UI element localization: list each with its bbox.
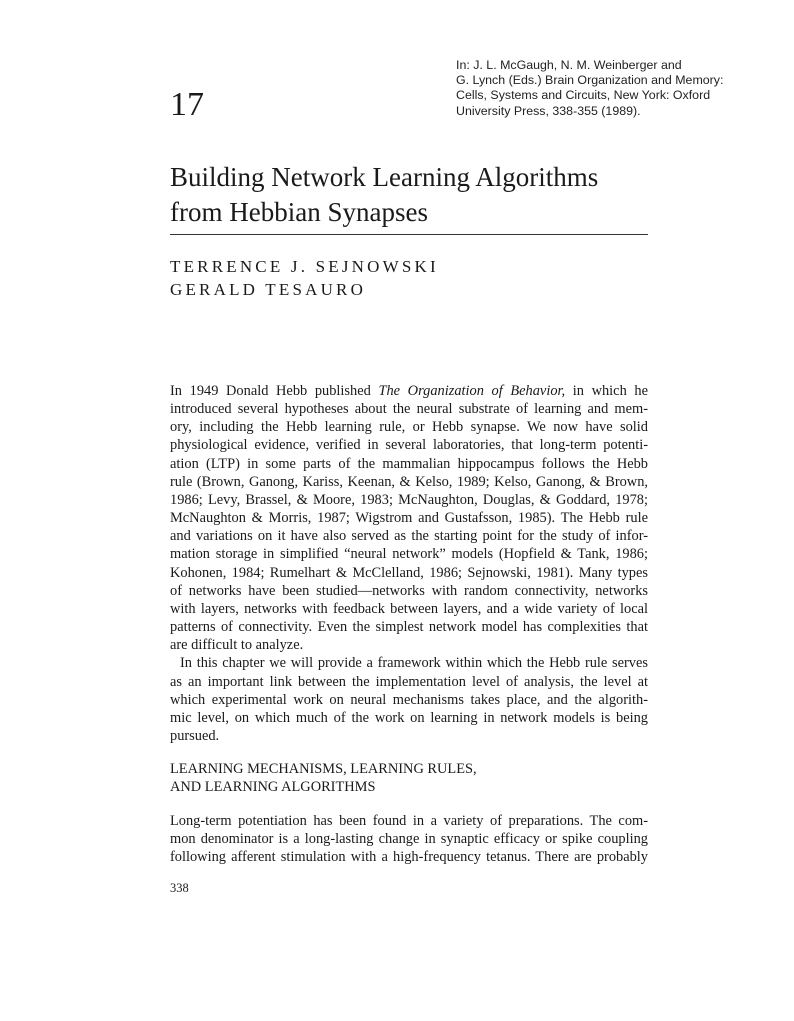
paragraph-line: McNaughton & Morris, 1987; Wigstrom and Gustafsson, 1985). The Hebb rule [170,510,648,527]
paragraph-line: ory, including the Hebb learning rule, or Hebb synapse. We now have solid [170,419,648,436]
paragraph-line: of networks have been studied—networks with random connectivity, networks [170,582,648,599]
paragraph-line: mation storage in simplified “neural network” models (Hopfield & Tank, 1986; [170,546,648,563]
section-heading [170,760,477,796]
title-divider [170,234,648,235]
chapter-title-line: Building Network Learning Algorithms [170,162,599,192]
paragraph-line: patterns of connectivity. Even the simplest network model has complexities that [170,619,648,636]
citation-block [456,58,756,119]
paragraph-line: pursued. [170,727,220,744]
paragraph-line: physiological evidence, verified in several laboratories, that long-term potenti- [170,437,648,454]
paragraph-line: following afferent stimulation with a high-frequency tetanus. There are probably [170,849,648,866]
author-name: GERALD TESAURO [170,280,367,299]
paragraph-line: which experimental work on neural mechanisms takes place, and the algorith- [170,691,648,708]
section-heading-line: LEARNING MECHANISMS, LEARNING RULES, [170,761,477,777]
text-run: In 1949 Donald Hebb published [170,383,379,399]
chapter-title [170,160,650,230]
paragraph-line: as an important link between the implementation level of analysis, the level at [170,673,648,690]
paragraph-line: are difficult to analyze. [170,637,304,654]
citation-line: G. Lynch (Eds.) Brain Organization and Memory: [456,73,724,88]
chapter-title-line: from Hebbian Synapses [170,197,428,227]
paragraph-line: Kohonen, 1984; Rumelhart & McClelland, 1986; Sejnowski, 1981). Many types [170,564,648,581]
paragraph-line: ation (LTP) in some parts of the mammalian hippocampus follows the Hebb [170,455,648,472]
paragraph-ltp [170,812,648,866]
paragraph-line [170,382,648,400]
chapter-number: 17 [170,86,204,123]
page-number: 338 [170,881,189,895]
paragraph-line: In this chapter we will provide a framework within which the Hebb rule serves [180,655,648,672]
author-list [170,255,439,301]
paragraph-line: rule (Brown, Ganong, Kariss, Keenan, & Kelso, 1989; Kelso, Ganong, & Brown, [170,473,648,490]
author-name: TERRENCE J. SEJNOWSKI [170,257,439,276]
citation-line: Cells, Systems and Circuits, New York: Oxford [456,88,711,103]
paragraph-line: 1986; Levy, Brassel, & Moore, 1983; McNaughton, Douglas, & Goddard, 1978; [170,491,648,508]
paragraph-line: Long-term potentiation has been found in a variety of preparations. The com- [170,813,648,829]
citation-line: University Press, 338-355 (1989). [456,103,641,118]
paragraph-line: mic level, on which much of the work on learning in network models is being [170,709,648,726]
paragraph-line: with layers, networks with feedback between layers, and a wide variety of local [170,600,648,617]
paragraph-line: and variations on it have also served as the starting point for the study of infor- [170,528,648,545]
paragraph-line: introduced several hypotheses about the neural substrate of learning and mem- [170,401,648,418]
book-title-italic: The Organization of Behavior, [378,383,566,399]
text-run: in which he [565,383,648,399]
paragraph-line: mon denominator is a long-lasting change in synaptic efficacy or spike coupling [170,831,648,848]
section-heading-line: AND LEARNING ALGORITHMS [170,779,376,796]
paragraph-intro [170,382,648,745]
citation-line: In: J. L. McGaugh, N. M. Weinberger and [456,58,682,72]
